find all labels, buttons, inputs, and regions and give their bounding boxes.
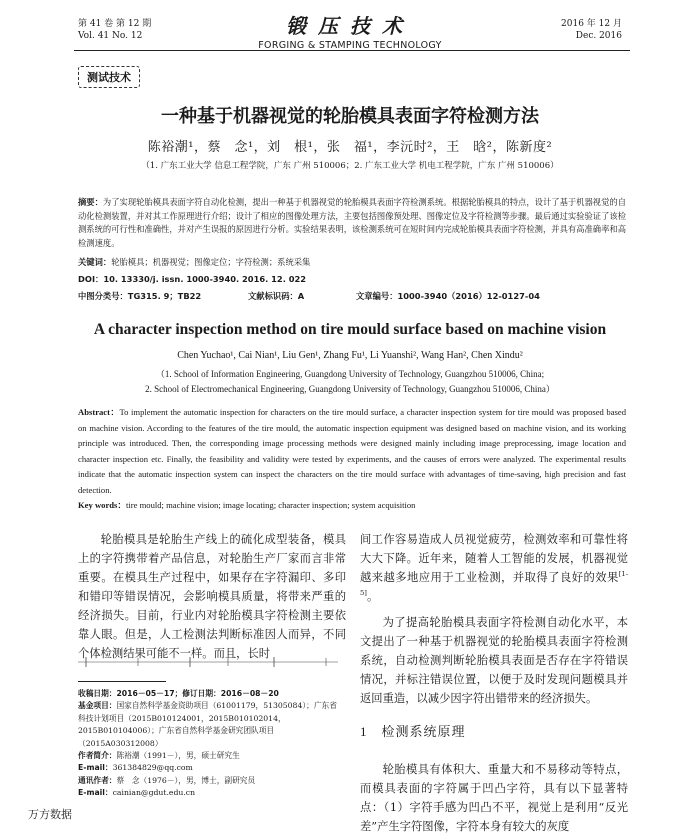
section-badge: 测试技术 — [78, 66, 140, 88]
affiliation-en-2: 2. School of Electromechanical Engineering, Guangdong University of Technology, Guangzhou 510006, China） — [145, 384, 555, 394]
corresponding-email: E-mail：cainian@gdut.edu.cn — [78, 788, 196, 798]
section-title: 检测系统原理 — [381, 725, 466, 740]
watermark: 万方数据 — [28, 808, 72, 821]
affiliations-cn: （1. 广东工业大学 信息工程学院，广东 广州 510006；2. 广东工业大学 机电工程学院，广东 广州 510006） — [141, 161, 559, 171]
body-right-paragraph-3: 轮胎模具有体积大、重量大和不易移动等特点，而模具表面的字符属于凹凸字符，具有以下显著特点：（1）字符手感为凹凸不平，视觉上是利用“反光差”产生字符图像，字符本身有较大的灰度 — [360, 763, 628, 833]
abstract-cn-text: 为了实现轮胎模具表面字符自动化检测，提出一种基于机器视觉的轮胎模具表面字符检测系统。根据轮胎模具的特点，设计了基于机器视觉的自动化检测装置，并对其工作原理进行介绍；设计了相应的图像处理方法，主要包括图像预处理、图像定位及字符检测等步骤。最后通过实验验证了该检测系统的可行性和准确性，并对产生误报的原因进行分析。实验结果表明，该检测系统可在短时间内完成轮胎模具表面字符检测，并具有高准确率和高检测速度。 — [78, 197, 626, 248]
received-date: 收稿日期：2016－05－17；修订日期：2016－08－20 — [78, 689, 279, 698]
journal-name-en: FORGING & STAMPING TECHNOLOGY — [258, 40, 442, 51]
ornament-rule — [78, 655, 338, 669]
keywords-cn-label: 关键词： — [78, 257, 112, 267]
paper-title-cn: 一种基于机器视觉的轮胎模具表面字符检测方法 — [161, 106, 539, 127]
header-divider — [74, 50, 630, 51]
doc-code: 文献标识码：A — [248, 291, 305, 301]
volume-en: Vol. 41 No. 12 — [78, 31, 143, 41]
abstract-cn-label: 摘要： — [78, 197, 103, 207]
section-number: 1 — [360, 724, 368, 739]
classification-line — [78, 290, 540, 302]
volume-cn: 第 41 卷 第 12 期 — [78, 19, 152, 29]
paper-title-en: A character inspection method on tire mould surface based on machine vision — [93, 321, 607, 338]
journal-name-cn: 锻压技术 — [286, 14, 414, 38]
authors-en: Chen Yuchao¹, Cai Nian¹, Liu Gen¹, Zhang Fu¹, Li Yuanshi², Wang Han², Chen Xindu² — [177, 350, 523, 361]
author-email: E-mail：361384829@qq.com — [78, 763, 193, 773]
abstract-en — [78, 405, 626, 498]
affiliation-en-1: （1. School of Information Engineering, Guangdong University of Technology, Guangzhou 510006, China; — [155, 369, 545, 379]
body-right-paragraph-1: 间工作容易造成人员视觉疲劳，检测效率和可靠性将大大下降。近年来，随着人工智能的发展，机器视觉越来越多地应用于工业检测，并取得了良好的效果[1-5]。 — [360, 533, 628, 603]
corresponding-author: 通讯作者：蔡 念（1976－），男，博士，副研究员 — [78, 775, 256, 785]
fund-info: 基金项目：国家自然科学基金资助项目（61001179，51305084）；广东省科技计划项目（2015B010124001，2015B010102014，2015B010104006）；广东省自然科学基金研究团队项目（2015A030312008） — [78, 701, 337, 748]
footnote-divider — [78, 681, 166, 682]
clc-number: 中图分类号：TG315. 9；TB22 — [78, 291, 202, 301]
keywords-cn-text: 轮胎模具；机器视觉；图像定位；字符检测；系统采集 — [111, 257, 311, 267]
section-heading — [360, 721, 466, 740]
abstract-cn — [78, 196, 626, 250]
body-right-column — [360, 530, 628, 708]
issue-date — [561, 18, 622, 42]
author-bio: 作者简介：陈裕潮（1991－），男，硕士研究生 — [78, 751, 240, 761]
footnotes — [78, 688, 340, 800]
body-right-paragraph-2: 为了提高轮胎模具表面字符检测自动化水平，本文提出了一种基于机器视觉的轮胎模具表面字符检测系统，自动检测判断轮胎模具表面是否存在字符错误情况，并标注错误位置，以便于及时发现问题模具并返回重造，以减少因字符出错带来的经济损失。 — [360, 616, 628, 705]
abstract-en-text: To implement the automatic inspection for characters on the tire mould surface, a character inspection system for tire mould was proposed based on machine vision. According to the features of the tire mould, the automatic inspection equipment was designed based on machine vision, and its working principle was introduced. Then, the corresponding image processing methods were designed mainly including image preprocessing, image location and character inspection etc. Finally, the feasibility and validity were tested by experiments, and the causes of errors were analyzed. The experimental results indicate that the automatic inspection system can inspect the characters on the tire mould surface with advantages of time-saving, high precision and fast detection. — [78, 407, 626, 495]
keywords-cn — [78, 256, 626, 269]
date-cn: 2016 年 12 月 — [561, 19, 622, 29]
article-number: 文章编号：1000-3940（2016）12-0127-04 — [356, 291, 540, 301]
keywords-en — [78, 499, 626, 511]
doi: DOI：10. 13330/j. issn. 1000-3940. 2016. 12. 022 — [78, 274, 307, 284]
keywords-en-label: Key words： — [78, 500, 126, 510]
citation: [1-5] — [360, 570, 628, 598]
authors-cn: 陈裕潮¹，蔡 念¹，刘 根¹，张 福¹，李沅时²，王 晗²，陈新度² — [147, 140, 553, 155]
keywords-en-text: tire mould; machine vision; image locating; character inspection; system acquisition — [125, 500, 416, 510]
date-en: Dec. 2016 — [575, 31, 622, 41]
abstract-en-label: Abstract： — [78, 407, 120, 417]
body-left-paragraph: 轮胎模具是轮胎生产线上的硫化成型装备，模具上的字符携带着产品信息，对轮胎生产厂家而言非常重要。在模具生产过程中，如果存在字符漏印、多印和错印等错误情况，会影响模具质量，将带来严重的经济损失。目前，行业内对轮胎模具字符检测主要依靠人眼。但是，人工检测法判断标准因人而异，不同个体检测结果可能不一样。而且，长时 — [78, 533, 346, 660]
